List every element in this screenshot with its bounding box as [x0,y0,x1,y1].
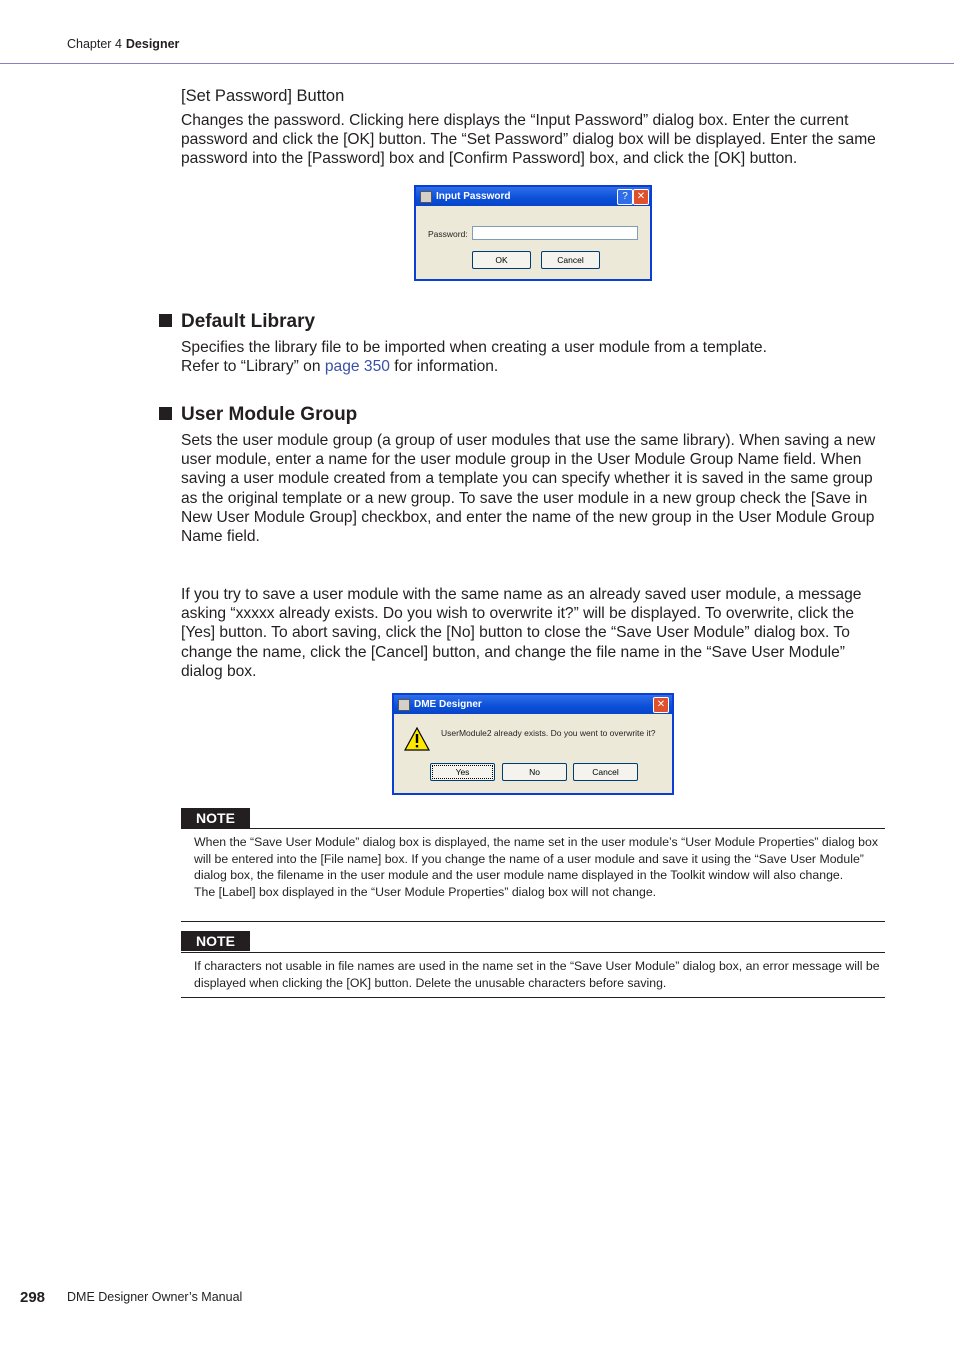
dialog-title: Input Password [436,191,511,202]
password-input[interactable] [472,226,638,240]
manual-title: DME Designer Owner’s Manual [67,1290,243,1304]
note-label: NOTE [181,931,250,951]
input-password-dialog [414,185,652,281]
dialog-titlebar [394,695,672,714]
chapter-title: Designer [125,37,180,51]
note-top-rule [181,952,885,953]
heading-text: User Module Group [181,404,358,425]
page-number: 298 [20,1289,46,1306]
note-text: If characters not usable in file names are used in the name set in the “Save User Module” dialog box, an error message will be displayed when clicking the [OK] button. Delete the unusable characters before saving. [194,959,880,990]
note-paragraph: The [Label] box displayed in the “User Module Properties” dialog box will not change. [194,884,657,899]
close-icon[interactable]: ✕ [633,189,649,205]
cancel-button[interactable]: Cancel [541,251,600,269]
user-module-group-para2: If you try to save a user module with the same name as an already saved user module, a message asking “xxxxx already exists. Do you wish to overwrite it?” will be displayed. To overwrite, click the [Yes] button. To abort saving, click the [No] button to close the “Save User Module” dialog box. To change the name, click the [Cancel] button, and change the file name in the “Save User Module” dialog box. [181,586,862,680]
default-library-heading [159,311,315,333]
dialog-message: UserModule2 already exists. Do you went to overwrite it? [441,728,656,738]
help-icon[interactable]: ? [617,189,633,205]
app-icon [398,699,410,711]
page-link[interactable]: page 350 [324,358,390,376]
note-top-rule [181,828,885,829]
cancel-button[interactable]: Cancel [573,763,638,781]
dialog-titlebar [416,187,650,206]
default-library-line2 [181,357,886,376]
set-password-body: Changes the password. Clicking here displays the “Input Password” dialog box. Enter the current password and click the [OK] button. The “Set Password” dialog box will be displayed. Enter the same password into the [Password] box and [Confirm Password] box, and click the [OK] button. [181,112,876,168]
user-module-group-heading [159,404,357,426]
note-label: NOTE [181,808,250,828]
overwrite-dialog [392,693,674,795]
running-header [67,37,179,51]
header-rule [0,63,954,64]
heading-text: Default Library [181,311,316,332]
square-bullet-icon [159,314,172,327]
no-button[interactable]: No [502,763,567,781]
user-module-group-para1: Sets the user module group (a group of user modules that use the same library). When saving a new user module, enter a name for the user module group in the User Module Group Name field. When saving a user module created from a template you can specify whether it is saved in the same group as the original template or a new group. To save the user module in a new group check the [Save in New User Module Group] checkbox, and enter the name of the new group in the User Module Group Name field. [181,432,876,546]
default-library-line1: Specifies the library file to be imported when creating a user module from a template. [181,339,767,356]
chapter-label: Chapter 4 [67,37,122,51]
default-library-body [181,338,886,376]
note-bottom-rule [181,997,885,998]
note-text [194,834,884,900]
note-bottom-rule [181,921,885,922]
note-paragraph: When the “Save User Module” dialog box is displayed, the name set in the user module’s “User Module Properties” dialog box will be entered into the [File name] box. If you change the name of a user module and save it using the “Save User Module” dialog box, the filename in the user module and the user module name displayed in the Toolkit window will also change. [194,835,878,882]
ok-button[interactable]: OK [472,251,531,269]
text: for information. [389,358,499,376]
set-password-heading: [Set Password] Button [181,87,345,105]
close-icon[interactable]: ✕ [653,697,669,713]
dialog-title: DME Designer [414,699,482,710]
password-label: Password: [428,229,468,239]
app-icon [420,191,432,203]
text: Refer to “Library” on [181,358,325,376]
warning-icon [404,727,430,751]
square-bullet-icon [159,407,172,420]
yes-button[interactable]: Yes [430,763,495,781]
